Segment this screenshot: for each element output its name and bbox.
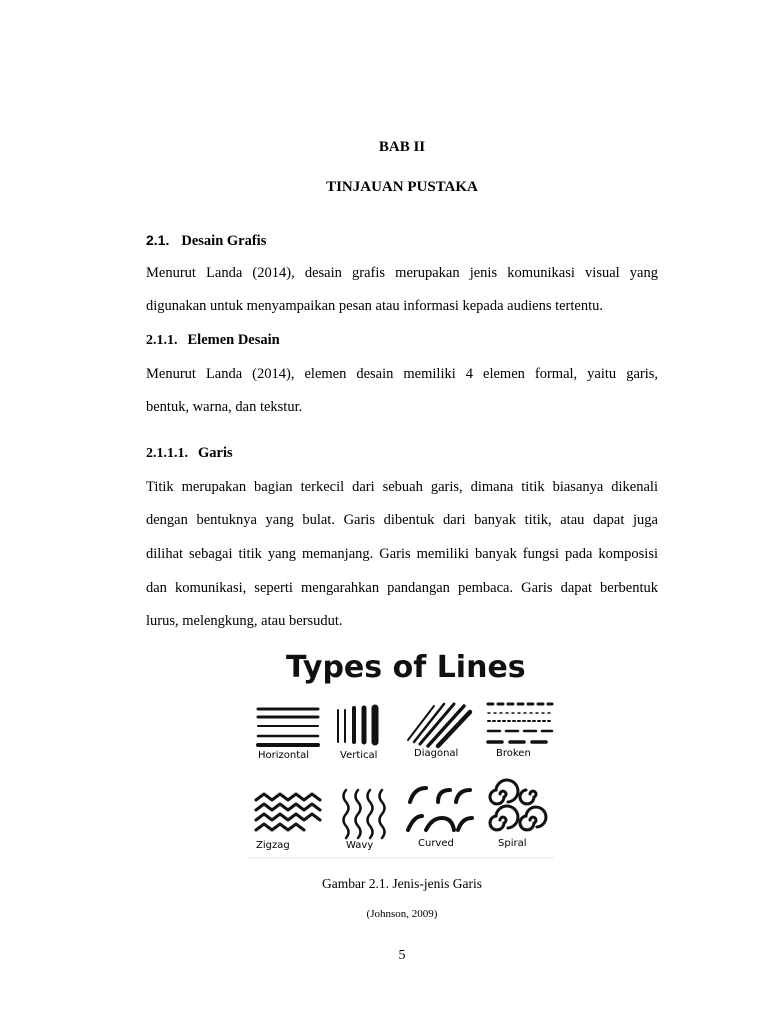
section-heading-2-1-1-1 (146, 445, 233, 462)
paragraph-line: lurus, melengkung, atau bersudut. (146, 613, 343, 629)
paragraph-line: dan komunikasi, seperti mengarahkan pandangan pembaca. Garis dapat berbentuk (146, 580, 658, 596)
paragraph-line: Menurut Landa (2014), desain grafis merupakan jenis komunikasi visual yang (146, 265, 658, 281)
label-wavy: Wavy (346, 840, 374, 851)
broken-lines-icon (488, 704, 552, 742)
section-title: Elemen Desain (187, 332, 280, 348)
figure-title: Types of Lines (286, 650, 526, 685)
label-spiral: Spiral (498, 838, 527, 849)
label-curved: Curved (418, 838, 454, 849)
section-number: 2.1.1.1. (146, 446, 188, 461)
page-number: 5 (398, 948, 406, 963)
label-broken: Broken (496, 748, 531, 759)
paragraph-line: bentuk, warna, dan tekstur. (146, 399, 303, 415)
section-number: 2.1.1. (146, 333, 178, 348)
paragraph-line: digunakan untuk menyampaikan pesan atau informasi kepada audiens tertentu. (146, 298, 604, 314)
section-heading-2-1 (146, 232, 266, 250)
section-title: Garis (198, 445, 233, 461)
label-diagonal: Diagonal (414, 748, 459, 759)
label-vertical: Vertical (340, 750, 378, 761)
spiral-icon (490, 780, 546, 830)
figure-caption: Gambar 2.1. Jenis-jenis Garis (321, 876, 483, 891)
section-heading-2-1-1 (146, 332, 280, 349)
vertical-lines-icon (338, 708, 375, 742)
diagonal-lines-icon (408, 704, 470, 746)
curved-lines-icon (408, 788, 472, 830)
paragraph-line: Titik merupakan bagian terkecil dari sebuah garis, dimana titik biasanya dikenali (146, 479, 658, 495)
figure-source: (Johnson, 2009) (366, 908, 438, 920)
section-title: Desain Grafis (181, 233, 267, 249)
types-of-lines-figure (248, 642, 554, 862)
zigzag-lines-icon (256, 794, 320, 830)
chapter-title: TINJAUAN PUSTAKA (326, 179, 478, 195)
wavy-lines-icon (344, 790, 385, 838)
section-number: 2.1. (146, 232, 170, 248)
label-horizontal: Horizontal (258, 750, 310, 761)
horizontal-lines-icon (258, 709, 318, 745)
paragraph-line: Menurut Landa (2014), elemen desain memiliki 4 elemen formal, yaitu garis, (146, 366, 658, 382)
chapter-number: BAB II (378, 139, 426, 155)
label-zigzag: Zigzag (256, 840, 290, 851)
paragraph-line: dilihat sebagai titik yang memanjang. Garis memiliki banyak fungsi pada komposisi (146, 546, 658, 562)
paragraph-line: dengan bentuknya yang bulat. Garis dibentuk dari banyak titik, atau dapat juga (146, 512, 658, 528)
